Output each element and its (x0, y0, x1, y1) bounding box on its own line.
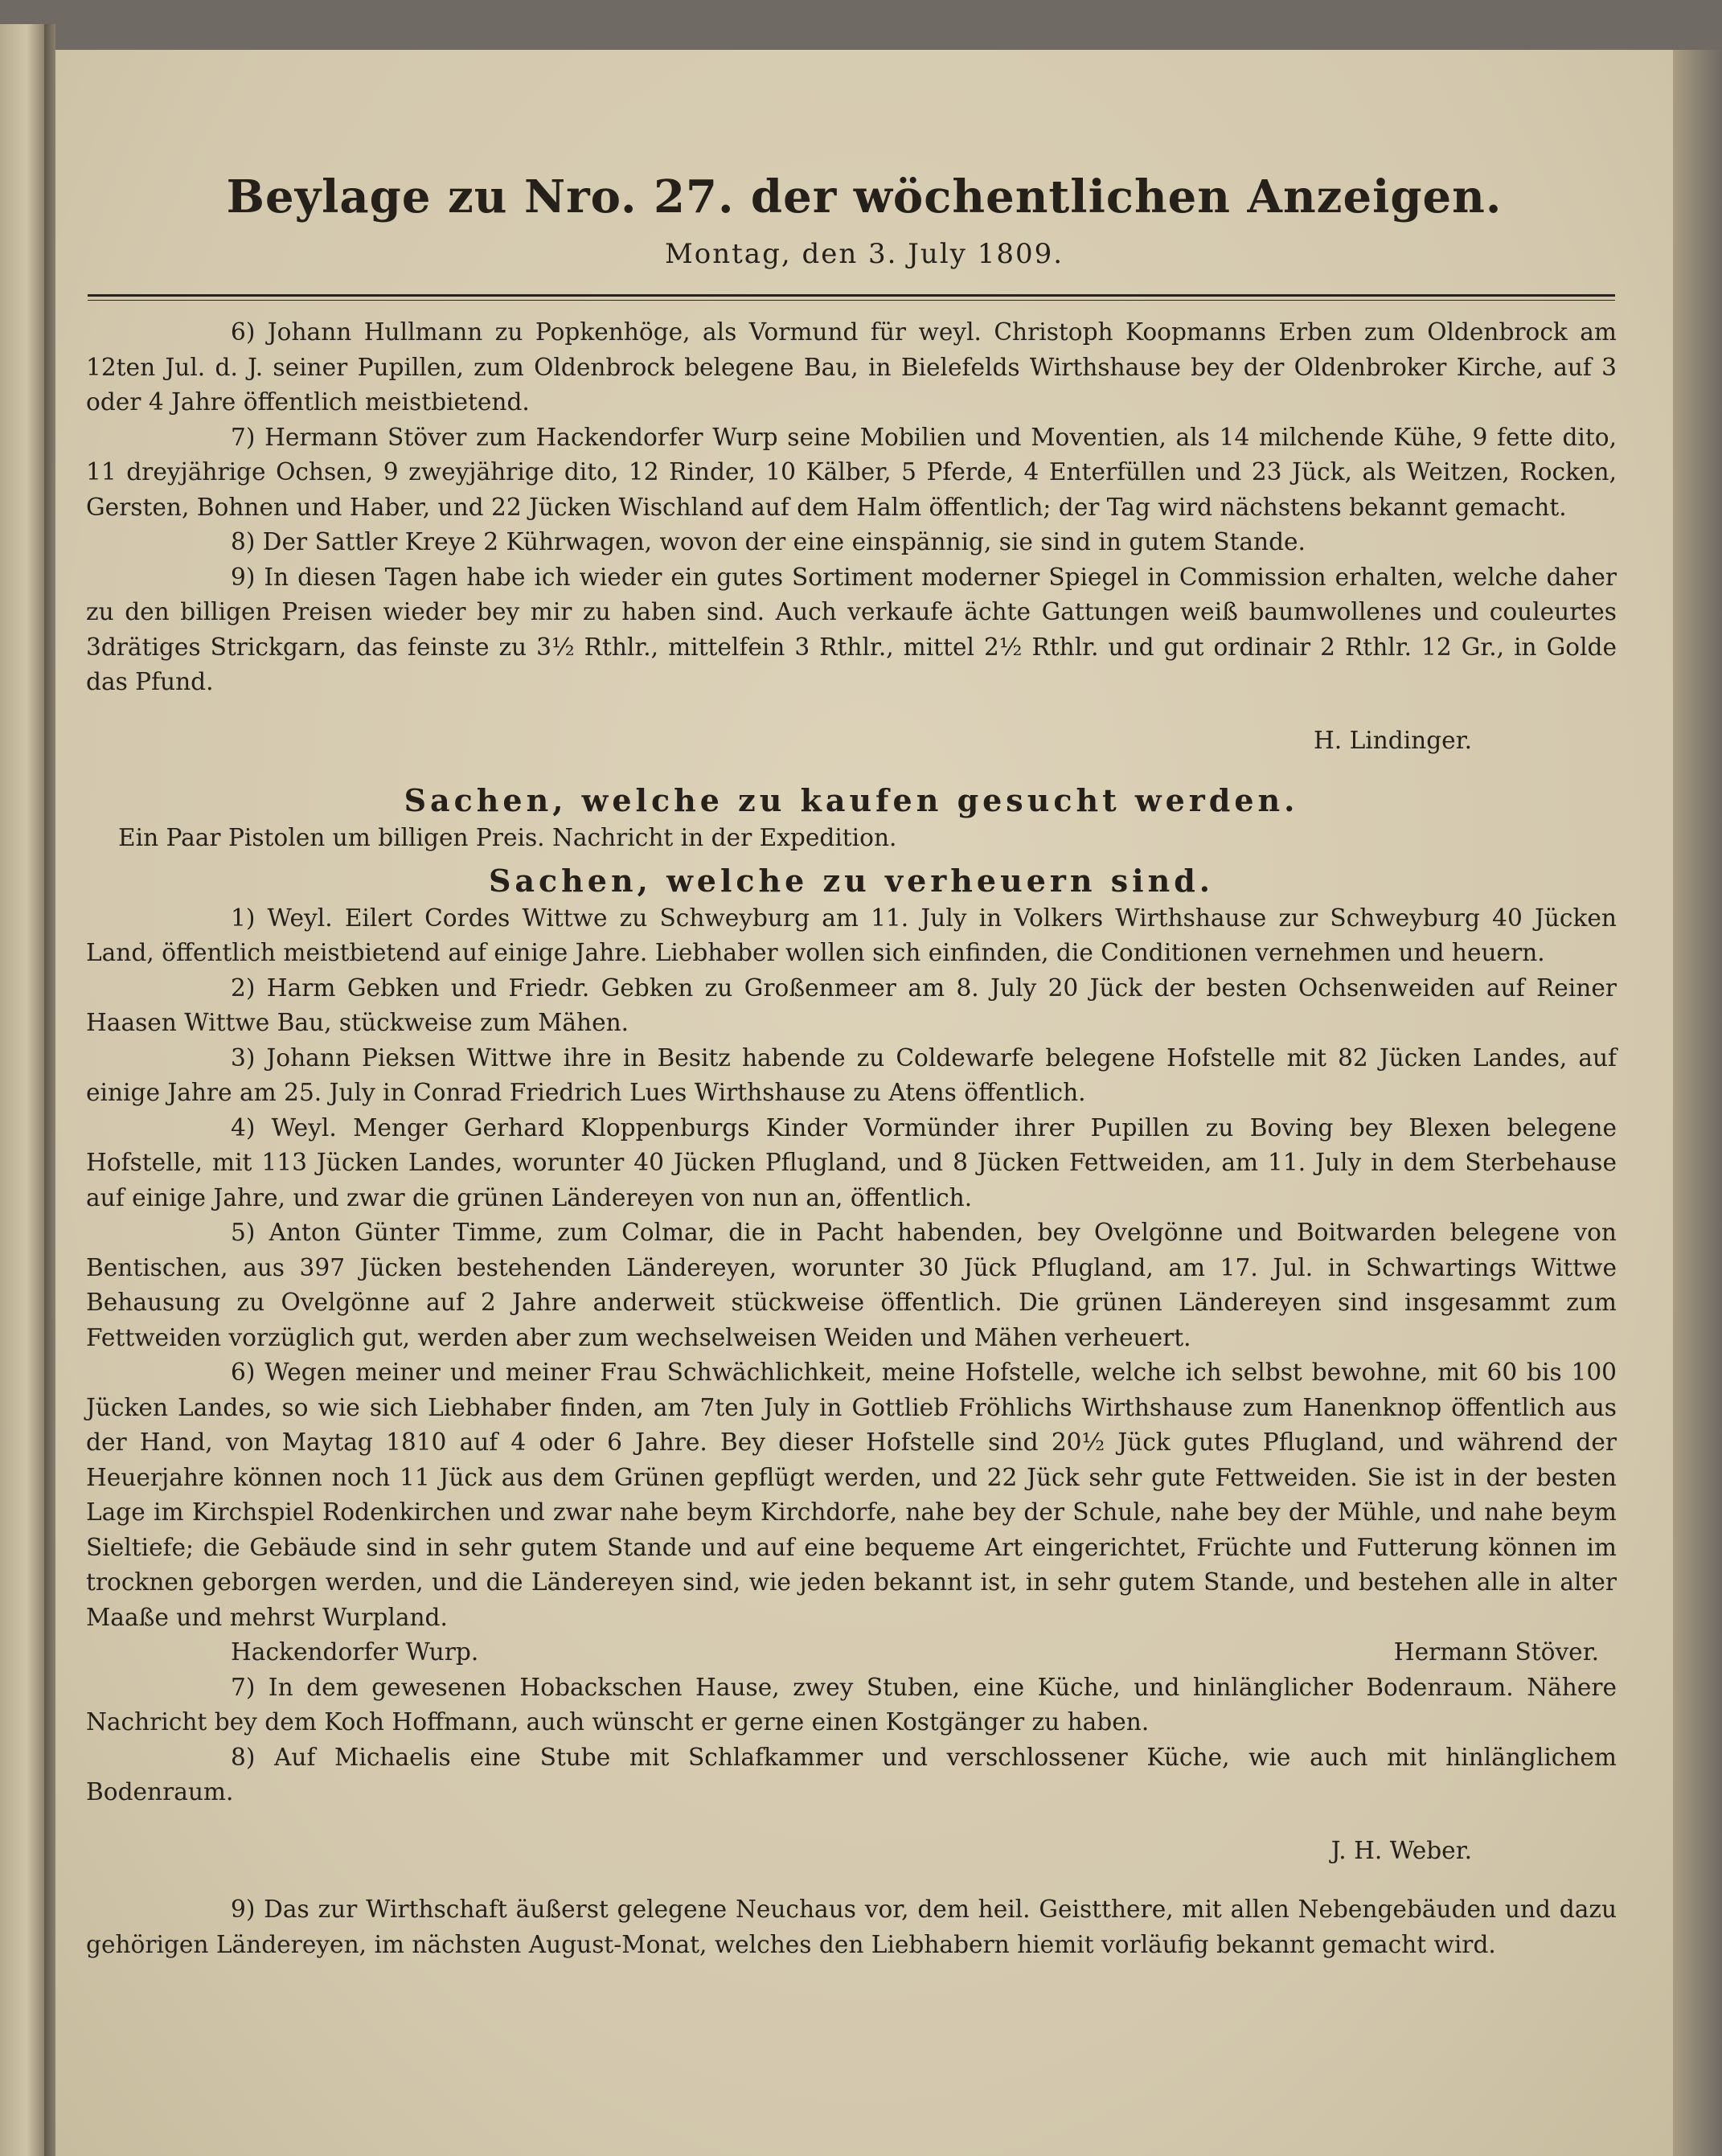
notice-item: 8) Der Sattler Kreye 2 Kührwagen, wovon der eine einspännig, sie sind in gutem Stande. (231, 528, 1306, 555)
notice-item: 6) Johann Hullmann zu Popkenhöge, als Vormund für weyl. Christoph Koopmanns Erben zum Oldenbrock am 12ten Jul. d. J. seiner Pupillen, zum Oldenbrock belegene Bau, in Bielefelds Wirthshause bey der Oldenbroker Kirche, auf 3 oder 4 Jahre öffentlich meistbietend. (86, 318, 1617, 416)
header-rule (88, 294, 1615, 301)
signature-place: Hackendorfer Wurp. (231, 1638, 479, 1666)
notice-item: 5) Anton Günter Timme, zum Colmar, die in Pacht habenden, bey Ovelgönne und Boitwarden belegene von Bentischen, aus 397 Jücken bestehenden Ländereyen, worunter 30 Jück Pflugland, am 17. Jul. in Schwartings Wittwe Behausung zu Ovelgönne auf 2 Jahre anderweit stückweise öffentlich. Die grünen Ländereyen sind insgesammt zum Fettweiden vorzüglich gut, werden aber zum wechselweisen Weiden und Mähen verheuert. (86, 1219, 1617, 1351)
signature-lindinger: H. Lindinger. (1313, 727, 1472, 755)
notice-item: 7) In dem gewesenen Hobackschen Hause, zwey Stuben, eine Küche, und hinlänglicher Bodenraum. Nähere Nachricht bey dem Koch Hoffmann, auch wünscht er gerne einen Kostgänger zu haben. (86, 1673, 1617, 1736)
section-heading-wanted: Sachen, welche zu kaufen gesucht werden. (404, 782, 1299, 819)
notice-item: 8) Auf Michaelis eine Stube mit Schlafkammer und verschlossener Küche, wie auch mit hinlänglichem Bodenraum. (86, 1743, 1617, 1806)
section-heading-rent: Sachen, welche zu verheuern sind. (488, 862, 1215, 899)
page-header (55, 170, 1673, 270)
notice-item: 6) Wegen meiner und meiner Frau Schwächlichkeit, meine Hofstelle, welche ich selbst bewohne, mit 60 bis 100 Jücken Landes, so wie sich Liebhaber finden, am 7ten July in Gottlieb Fröhlichs Wirthshause zum Hanenknop öffentlich aus der Hand, von Maytag 1810 auf 4 oder 6 Jahre. Bey dieser Hofstelle sind 20½ Jück gutes Pflugland, und während der Heuerjahre können noch 11 Jück aus dem Grünen gepflügt werden, und 22 Jück sehr gute Fettweiden. Sie ist in der besten Lage im Kirchspiel Rodenkirchen und zwar nahe beym Kirchdorfe, nahe bey der Schule, nahe bey der Mühle, und nahe beym Sieltiefe; die Gebäude sind in sehr gutem Stande und auf eine bequeme Art eingerichtet, Früchte und Futterung können im trocknen geborgen werden, und die Ländereyen sind, wie jeden bekannt ist, in sehr gutem Stande, und bestehen alle in alter Maaße und mehrst Wurpland. (86, 1359, 1617, 1631)
notice-item: 9) In diesen Tagen habe ich wieder ein gutes Sortiment moderner Spiegel in Commission erhalten, welche daher zu den billigen Preisen wieder bey mir zu haben sind. Auch verkaufe ächte Gattungen weiß baumwollenes und couleurtes 3drätiges Strickgarn, das feinste zu 3½ Rthlr., mittelfein 3 Rthlr., mittel 2½ Rthlr. und gut ordinair 2 Rthlr. 12 Gr., in Golde das Pfund. (86, 563, 1617, 695)
notice-item: 1) Weyl. Eilert Cordes Wittwe zu Schweyburg am 11. July in Volkers Wirthshause zur Schweyburg 40 Jücken Land, öffentlich meistbietend auf einige Jahre. Liebhaber wollen sich einfinden, die Conditionen vernehmen und heuern. (86, 904, 1617, 967)
page-body (86, 315, 1617, 1962)
notice-item: 9) Das zur Wirthschaft äußerst gelegene Neuchaus vor, dem heil. Geistthere, mit allen Nebengebäuden und dazu gehörigen Ländereyen, im nächsten August-Monat, welches den Liebhabern hiemit vorläufig bekannt gemacht wird. (86, 1896, 1617, 1958)
left-page-edge (0, 24, 44, 2156)
page-title: Beylage zu Nro. 27. der wöchentlichen Anzeigen. (226, 170, 1503, 223)
notice-item: 2) Harm Gebken und Friedr. Gebken zu Großenmeer am 8. July 20 Jück der besten Ochsenweiden auf Reiner Haasen Wittwe Bau, stückweise zum Mähen. (86, 973, 1617, 1037)
book-gutter (44, 24, 55, 2156)
signature-name: Hermann Stöver. (1393, 1638, 1599, 1666)
issue-date: Montag, den 3. July 1809. (664, 238, 1064, 270)
signature-stoever (86, 1635, 1617, 1670)
right-page-edge (1673, 50, 1722, 2156)
signature-weber: J. H. Weber. (1330, 1837, 1472, 1865)
notice-item: 3) Johann Pieksen Wittwe ihre in Besitz habende zu Coldewarfe belegene Hofstelle mit 82 Jücken Landes, auf einige Jahre am 25. July in Conrad Friedrich Lues Wirthshause zu Atens öffentlich. (86, 1043, 1617, 1107)
newspaper-page (55, 50, 1673, 2156)
notice-item: 7) Hermann Stöver zum Hackendorfer Wurp seine Mobilien und Moventien, als 14 milchende Kühe, 9 fette dito, 11 dreyjährige Ochsen, 9 zweyjährige dito, 12 Rinder, 10 Kälber, 5 Pferde, 4 Enterfüllen und 23 Jück, als Weitzen, Rocken, Gersten, Bohnen und Haber, und 22 Jücken Wischland auf dem Halm öffentlich; der Tag wird nächstens bekannt gemacht. (86, 423, 1617, 521)
notice-item: 4) Weyl. Menger Gerhard Kloppenburgs Kinder Vormünder ihrer Pupillen zu Boving bey Blexen belegene Hofstelle, mit 113 Jücken Landes, worunter 40 Jücken Pflugland, und 8 Jücken Fettweiden, am 11. July in dem Sterbehause auf einige Jahre, und zwar die grünen Ländereyen von nun an, öffentlich. (86, 1113, 1617, 1211)
notice-item: Ein Paar Pistolen um billigen Preis. Nachricht in der Expedition. (118, 824, 897, 852)
